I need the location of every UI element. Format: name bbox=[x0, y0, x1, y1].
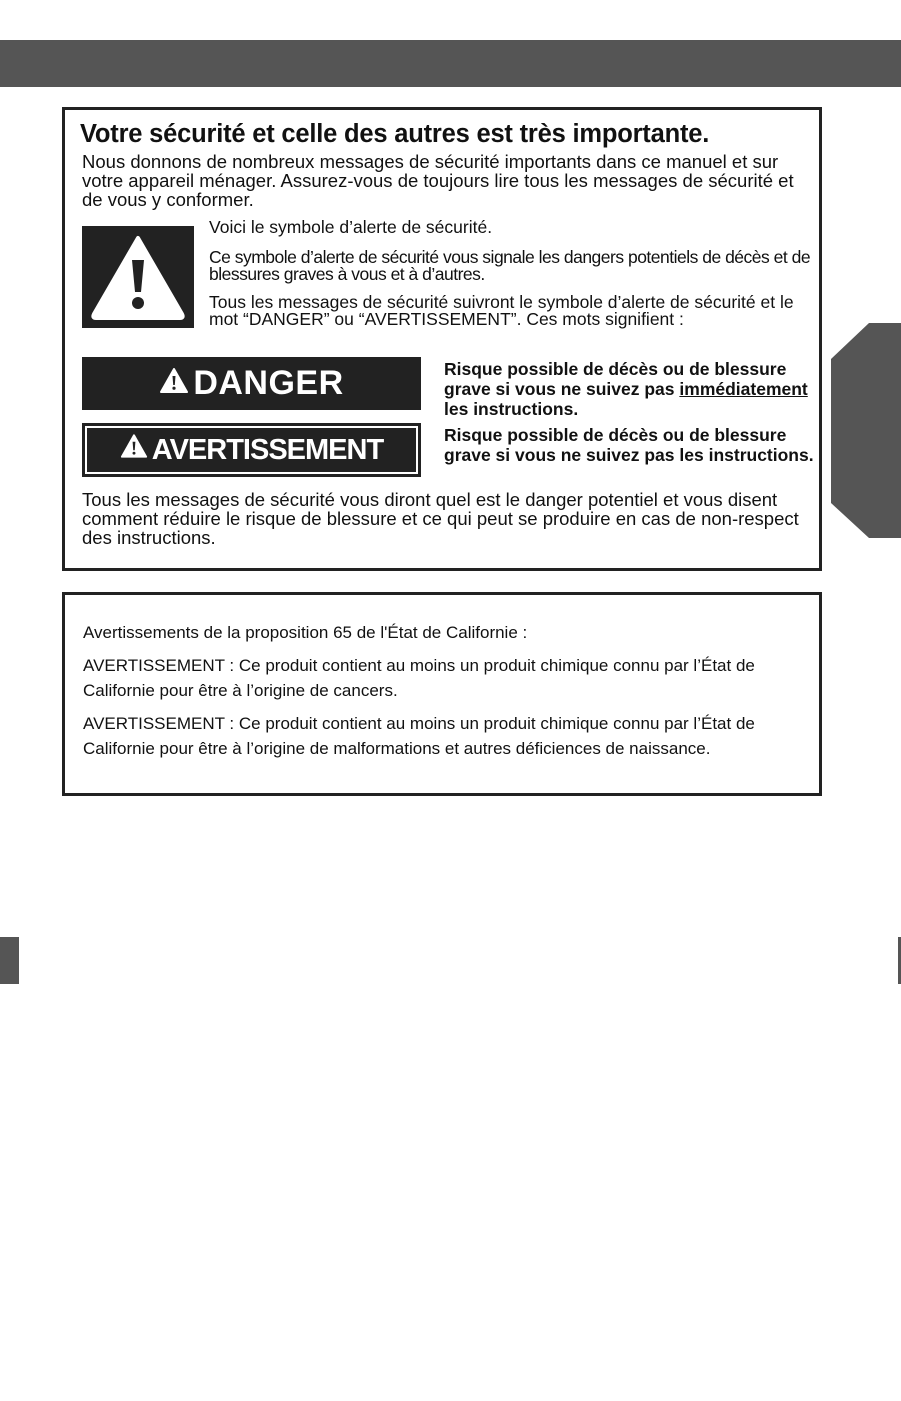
danger-description-text: Risque possible de décès ou de blessure grave si vous ne suivez pas bbox=[444, 359, 787, 399]
symbol-description-3: Tous les messages de sécurité suivront le symbole d’alerte de sécurité et le mot “DANGER” ou “AVERTISSEMENT”. Ces mots signifient : bbox=[209, 292, 794, 329]
safety-outro: Tous les messages de sécurité vous diront quel est le danger potentiel et vous disent comment réduire le risque de blessure et ce qui peut se produire en cas de non-respect des instructions. bbox=[82, 489, 799, 548]
warning-description: Risque possible de décès ou de blessure grave si vous ne suivez pas les instructions. bbox=[444, 425, 814, 465]
symbol-description-2: Ce symbole d’alerte de sécurité vous signale les dangers potentiels de décès et de blessures graves à vous et à d’autres. bbox=[209, 247, 811, 284]
danger-label: DANGER bbox=[193, 364, 344, 402]
prop65-warning-cancer: AVERTISSEMENT : Ce produit contient au moins un produit chimique connu par l’État de Californie pour être à l’origine de cancers. bbox=[83, 656, 755, 700]
warning-triangle-icon bbox=[159, 364, 189, 403]
header-band bbox=[0, 40, 901, 87]
danger-description bbox=[444, 359, 814, 419]
safety-intro: Nous donnons de nombreux messages de sécurité importants dans ce manuel et sur votre appareil ménager. Assurez-vous de toujours lire tous les messages de sécurité et de vous y conformer. bbox=[82, 151, 794, 210]
warning-triangle-icon bbox=[82, 226, 194, 328]
prop65-heading: Avertissements de la proposition 65 de l'État de Californie : bbox=[83, 623, 528, 642]
section-tab bbox=[831, 323, 901, 538]
page-marker-left bbox=[0, 937, 19, 984]
danger-description-end: les instructions. bbox=[444, 399, 579, 419]
prop65-warning-birth-defects: AVERTISSEMENT : Ce produit contient au moins un produit chimique connu par l’État de Californie pour être à l’origine de malformations et autres déficiences de naissance. bbox=[83, 714, 755, 758]
warning-banner bbox=[82, 423, 421, 477]
danger-emphasis: immédiatement bbox=[679, 379, 808, 399]
prop65-box bbox=[62, 592, 822, 796]
banner-frame bbox=[85, 426, 418, 474]
safety-notice-box bbox=[62, 107, 822, 571]
safety-title: Votre sécurité et celle des autres est très importante. bbox=[80, 120, 710, 148]
danger-banner bbox=[82, 357, 421, 410]
warning-label: AVERTISSEMENT bbox=[151, 433, 384, 466]
symbol-description-1: Voici le symbole d’alerte de sécurité. bbox=[209, 217, 493, 237]
